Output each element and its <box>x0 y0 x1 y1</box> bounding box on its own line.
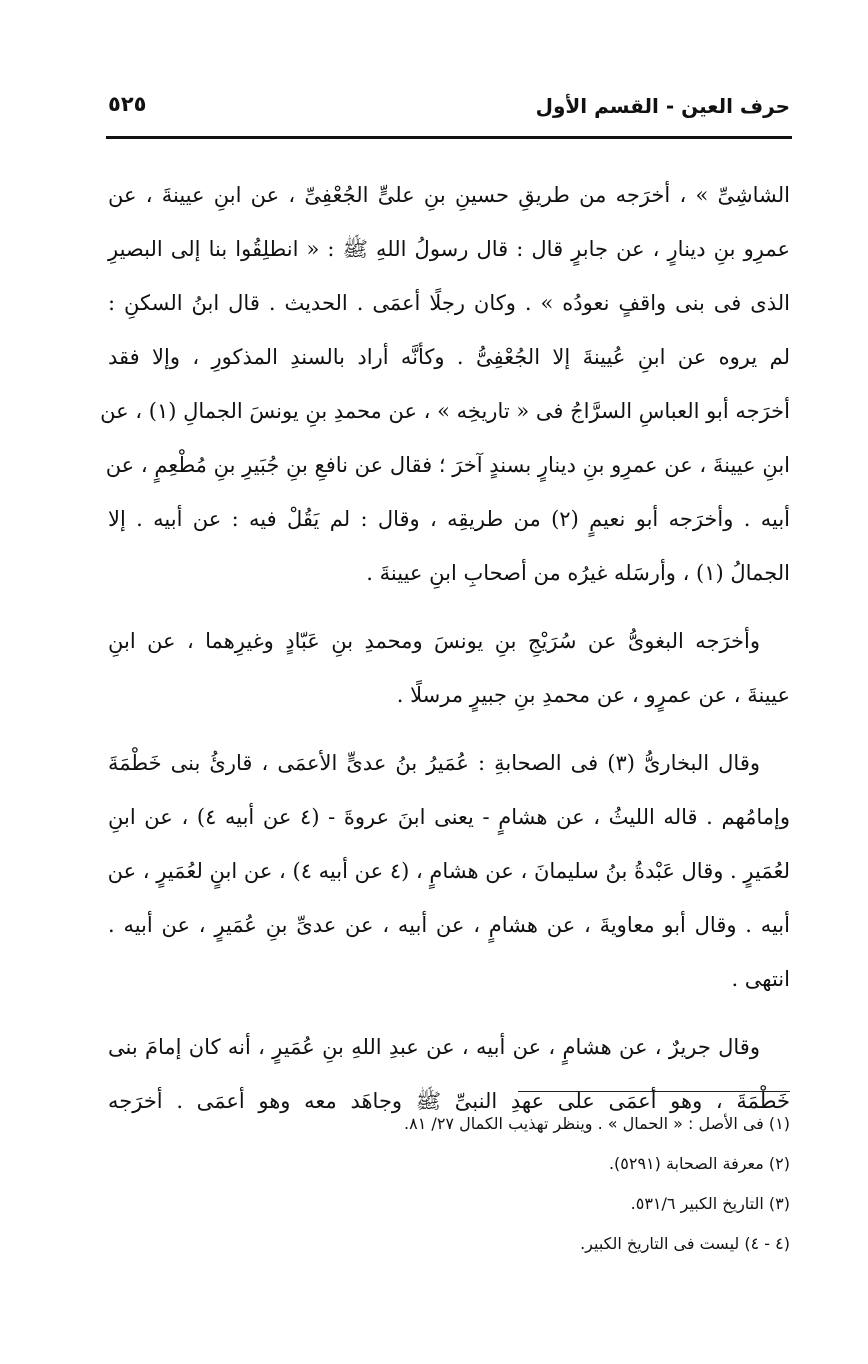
text-line: أبيه . وقال أبو معاويةَ ، عن هشامٍ ، عن أبيه ، عن عدىِّ بنِ عُمَيرٍ ، عن أبيه . <box>108 913 790 937</box>
footnote: (٤ - ٤) ليست فى التاريخ الكبير. <box>580 1234 790 1253</box>
text-line: ابنِ عيينةَ ، عن عمرِو بنِ دينارٍ بسندٍ آخرَ ؛ فقال عن نافعِ بنِ جُبَيرِ بنِ مُطْعِمٍ ، عن <box>105 453 790 477</box>
text-line: أخرَجه أبو العباسِ السرَّاجُ فى « تاريخِه » ، عن محمدِ بنِ يونسَ الجمالِ (١) ، عن <box>100 399 790 423</box>
text-line: وأخرَجه البغوىُّ عن سُرَيْجِ بنِ يونسَ ومحمدِ بنِ عَبّادٍ وغيرِهما ، عن ابنِ <box>108 629 760 653</box>
text-line: عمرِو بنِ دينارٍ ، عن جابرٍ قال : قال رسولُ اللهِ ﷺ : « انطلِقُوا بنا إلى البصيرِ <box>108 237 790 261</box>
running-title: حرف العين - القسم الأول <box>535 94 790 118</box>
text-line: لم يروه عن ابنِ عُيينةَ إلا الجُعْفِىُّ . وكأنَّه أراد بالسندِ المذكورِ ، وإلا فقد <box>108 345 790 369</box>
text-line: أبيه . وأخرَجه أبو نعيمٍ (٢) من طريقِه ، وقال : لم يَقُلْ فيه : عن أبيه . إلا <box>108 507 790 531</box>
text-line: الجمالُ (١) ، وأرسَله غيرُه من أصحابِ ابنِ عيينةَ . <box>366 561 790 585</box>
footnote-rule <box>518 1091 790 1092</box>
header-rule <box>106 136 792 139</box>
text-line: لعُمَيرٍ . وقال عَبْدةُ بنُ سليمانَ ، عن هشامٍ ، (٤ عن أبيه ٤) ، عن ابنٍ لعُمَيرٍ ، عن <box>107 859 790 883</box>
footnotes <box>108 1104 790 1264</box>
page-header <box>108 88 790 128</box>
paragraph-gap <box>108 722 790 736</box>
text-line: عيينةَ ، عن عمرٍو ، عن محمدِ بنِ جبيرٍ مرسلًا . <box>396 683 790 707</box>
paragraph-gap <box>108 1006 790 1020</box>
text-line: وقال جريرٌ ، عن هشامٍ ، عن أبيه ، عن عبدِ اللهِ بنِ عُمَيرٍ ، أنه كان إمامَ بنى <box>108 1035 760 1059</box>
paragraph-gap <box>108 600 790 614</box>
page-number: ٥٢٥ <box>108 92 147 116</box>
body-text <box>100 168 790 1128</box>
text-line: الذى فى بنى واقفٍ نعودُه » . وكان رجلًا أعمَى . الحديث . قال ابنُ السكنِ : <box>108 291 790 315</box>
text-line: انتهى . <box>731 967 790 991</box>
footnote: (٢) معرفة الصحابة (٥٢٩١). <box>608 1154 790 1173</box>
text-line: خَطْمَةَ ، وهو أعمَى على عهدِ النبىِّ ﷺ وجاهَد معه وهو أعمَى . أخرَجه <box>108 1089 790 1113</box>
footnote: (٣) التاريخ الكبير ٥٣١/٦. <box>630 1194 790 1213</box>
text-line: وإمامُهم . قاله الليثُ ، عن هشامٍ - يعنى ابنَ عروةَ - (٤ عن أبيه ٤) ، عن ابنِ <box>108 805 790 829</box>
text-line: وقال البخارىُّ (٣) فى الصحابةِ : عُمَيرُ بنُ عدىٍّ الأعمَى ، قارئُ بنى خَطْمَةَ <box>108 751 761 775</box>
footnote: (١) فى الأصل : « الحمال » . وينظر تهذيب الكمال ٢٧/ ٨١. <box>404 1114 790 1133</box>
text-line: الشاشِىِّ » ، أخرَجه من طريقِ حسينِ بنِ علىٍّ الجُعْفِىِّ ، عن ابنِ عيينةَ ، عن <box>108 183 790 207</box>
